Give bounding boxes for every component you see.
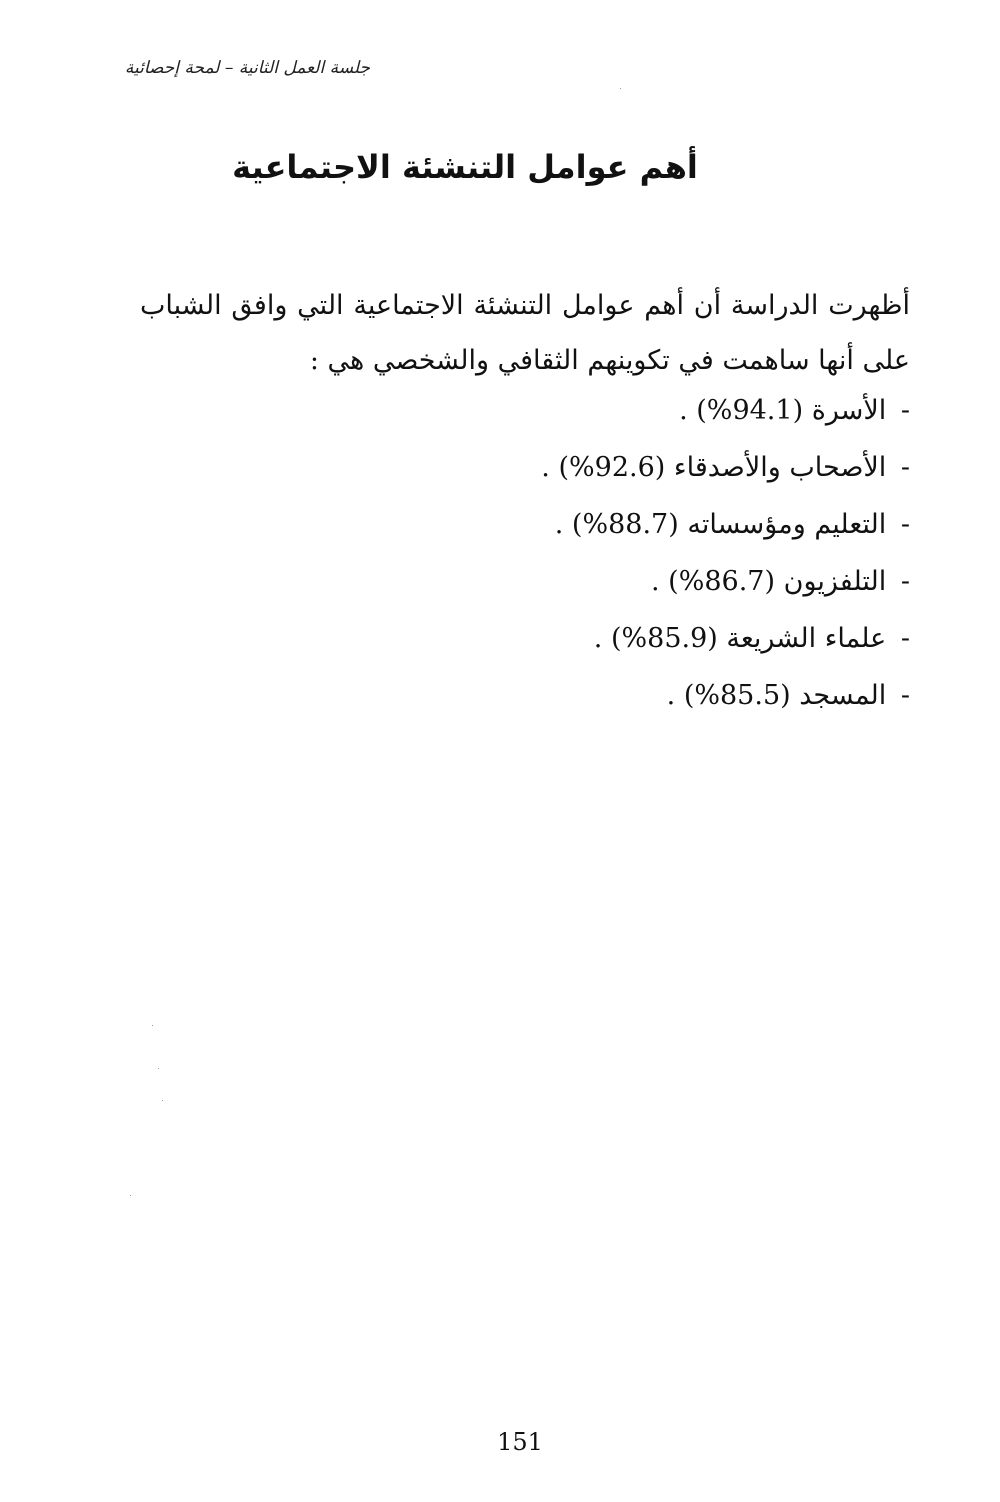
factor-percent: (%86.7) <box>668 566 776 597</box>
item-end: . <box>679 395 688 426</box>
factor-name: الأصحاب والأصدقاء <box>673 452 887 483</box>
list-item <box>410 667 910 724</box>
factor-percent: (%88.7) <box>571 509 679 540</box>
item-end: . <box>650 566 660 597</box>
factor-name: المسجد <box>799 680 887 711</box>
item-end: . <box>554 509 564 540</box>
factor-percent: (%85.5) <box>683 680 791 711</box>
list-item <box>410 610 910 667</box>
item-end: . <box>666 680 676 711</box>
factor-name: التعليم ومؤسساته <box>687 509 887 540</box>
factor-name: التلفزيون <box>783 566 887 597</box>
list-marker: - <box>900 566 910 597</box>
factor-name: علماء الشريعة <box>726 623 887 654</box>
list-marker: - <box>900 623 910 654</box>
intro-paragraph: أظهرت الدراسة أن أهم عوامل التنشئة الاجتماعية التي وافق الشباب على أنها ساهمت في تكوينهم الثقافي والشخصي هي : <box>140 290 910 376</box>
scan-speck <box>130 1195 131 1196</box>
running-header: جلسة العمل الثانية – لمحة إحصائية <box>124 58 370 78</box>
page-number: 151 <box>497 1428 543 1456</box>
list-item <box>410 382 910 439</box>
scan-speck <box>162 1100 163 1101</box>
factor-percent: (%85.9) <box>610 623 718 654</box>
scan-speck <box>158 1068 159 1069</box>
factor-percent: (%94.1) <box>696 395 804 426</box>
scan-speck <box>620 88 621 89</box>
list-marker: - <box>900 680 910 711</box>
section-heading: أهم عوامل التنشئة الاجتماعية <box>232 148 698 186</box>
item-end: . <box>541 452 550 483</box>
scan-speck <box>152 1025 153 1026</box>
list-marker: - <box>900 395 910 426</box>
list-marker: - <box>900 452 910 483</box>
list-item <box>410 553 910 610</box>
list-item <box>410 439 910 496</box>
factor-name: الأسرة <box>811 395 887 426</box>
item-end: . <box>593 623 603 654</box>
list-marker: - <box>900 509 910 540</box>
socialization-factors-list <box>410 382 910 724</box>
list-item <box>410 496 910 553</box>
factor-percent: (%92.6) <box>558 452 666 483</box>
